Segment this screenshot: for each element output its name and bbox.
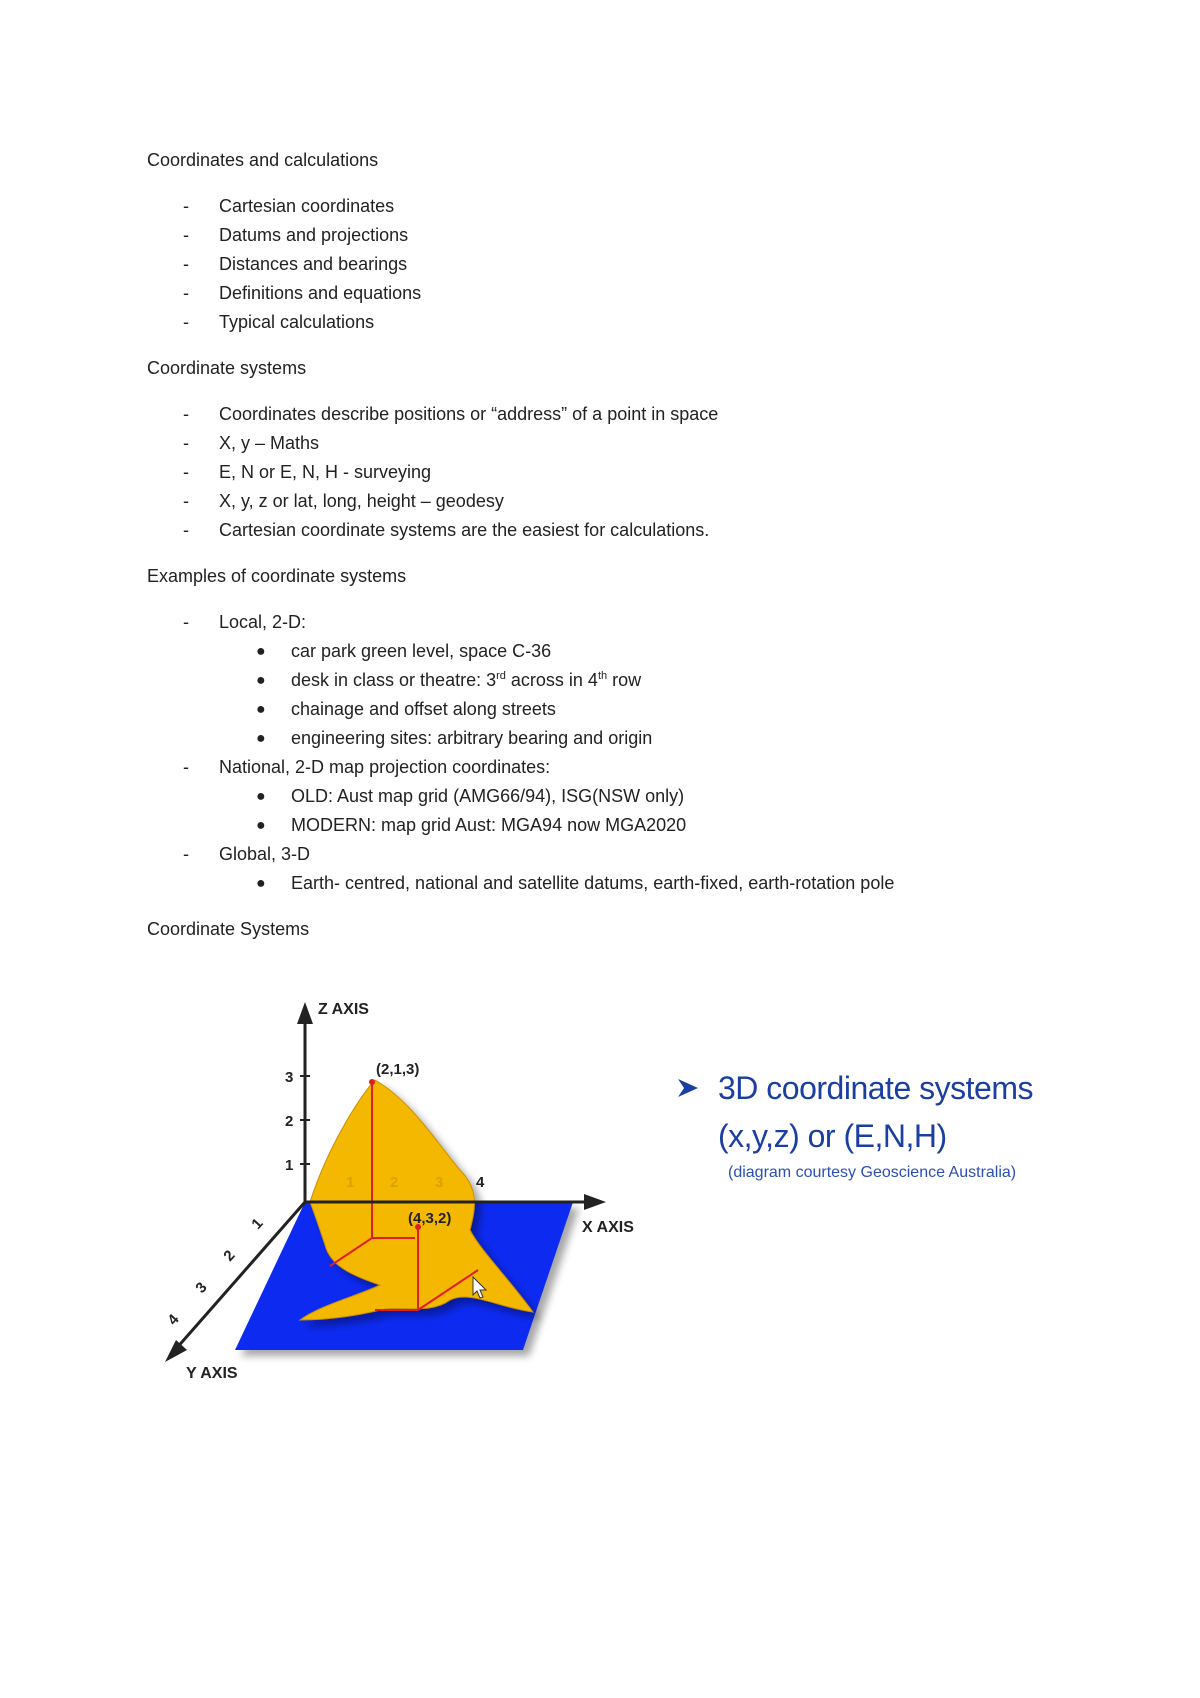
y-axis-arrow-icon xyxy=(165,1340,187,1362)
bullet-marker: ● xyxy=(256,701,266,718)
z-tick-label: 1 xyxy=(285,1157,294,1174)
list-item-text: National, 2-D map projection coordinates: xyxy=(219,757,551,777)
list-examples xyxy=(147,608,1047,898)
x-axis-arrow-icon xyxy=(584,1194,606,1210)
diagram-caption xyxy=(676,1068,1076,1182)
list-item-text: Definitions and equations xyxy=(219,283,422,303)
sublist-item xyxy=(219,782,1047,811)
x-tick-label: 4 xyxy=(476,1174,485,1191)
document-body xyxy=(147,146,1047,961)
section-heading: Coordinate systems xyxy=(147,358,307,378)
list-item-text: Typical calculations xyxy=(219,312,375,332)
dash-marker: - xyxy=(183,196,189,216)
list-item-text: Cartesian coordinate systems are the easiest for calculations. xyxy=(219,520,710,540)
caption-title-text: 3D coordinate systems xyxy=(718,1070,1033,1106)
list-item xyxy=(147,308,1047,337)
list-item-text: Local, 2-D: xyxy=(219,612,307,632)
list-item-text: E, N or E, N, H - surveying xyxy=(219,462,432,482)
dash-marker: - xyxy=(183,283,189,303)
y-axis-label: Y AXIS xyxy=(186,1365,238,1382)
y-tick-label: 4 xyxy=(164,1311,183,1329)
dash-marker: - xyxy=(183,844,189,864)
dash-marker: - xyxy=(183,491,189,511)
list-item-text: Distances and bearings xyxy=(219,254,408,274)
figure-heading: Coordinate Systems xyxy=(147,919,310,939)
list-item-national xyxy=(147,753,1047,840)
sublist-item xyxy=(219,811,1047,840)
point-label-a: (2,1,3) xyxy=(376,1061,420,1078)
z-tick-label: 3 xyxy=(285,1069,294,1086)
dash-marker: - xyxy=(183,225,189,245)
x-tick-label: 3 xyxy=(435,1174,444,1191)
list-item xyxy=(147,250,1047,279)
sublist-global xyxy=(219,869,1047,898)
caption-title xyxy=(676,1068,1076,1108)
superscript: th xyxy=(597,670,608,682)
dash-marker: - xyxy=(183,404,189,424)
bullet-marker: ● xyxy=(256,788,266,805)
dash-marker: - xyxy=(183,757,189,777)
sublist-item xyxy=(219,666,1047,695)
sublist-item-text: chainage and offset along streets xyxy=(291,699,556,719)
list-coordinate-systems xyxy=(147,400,1047,545)
x-tick-label: 1 xyxy=(346,1174,355,1191)
point-marker-a xyxy=(369,1079,375,1085)
bullet-marker: ● xyxy=(256,643,266,660)
point-label-b: (4,3,2) xyxy=(408,1210,452,1227)
caption-credit: (diagram courtesy Geoscience Australia) xyxy=(728,1164,1017,1181)
arrow-bullet-icon xyxy=(676,1076,700,1100)
list-item-text: X, y – Maths xyxy=(219,433,320,453)
sublist-item-text: car park green level, space C-36 xyxy=(291,641,552,661)
list-coordinates-calculations xyxy=(147,192,1047,337)
x-tick-label: 2 xyxy=(390,1174,399,1191)
y-tick-label: 1 xyxy=(248,1215,267,1233)
sublist-national xyxy=(219,782,1047,840)
sublist-item xyxy=(219,695,1047,724)
list-item-text: Cartesian coordinates xyxy=(219,196,395,216)
bullet-marker: ● xyxy=(256,672,266,689)
x-axis-label: X AXIS xyxy=(582,1219,634,1236)
sublist-item-text: across in 4 xyxy=(505,670,598,690)
caption-subtitle: (x,y,z) or (E,N,H) xyxy=(718,1118,947,1154)
superscript: rd xyxy=(496,670,506,682)
list-item xyxy=(147,487,1047,516)
sublist-item xyxy=(219,869,1047,898)
dash-marker: - xyxy=(183,433,189,453)
list-item xyxy=(147,279,1047,308)
z-axis-label: Z AXIS xyxy=(318,1001,369,1018)
list-item-text: Datums and projections xyxy=(219,225,409,245)
dash-marker: - xyxy=(183,462,189,482)
list-item xyxy=(147,516,1047,545)
list-item-text: Coordinates describe positions or “address” of a point in space xyxy=(219,404,719,424)
sublist-item-text: Earth- centred, national and satellite datums, earth-fixed, earth-rotation pole xyxy=(291,873,895,893)
list-item xyxy=(147,192,1047,221)
sublist-item-text: desk in class or theatre: 3 xyxy=(291,670,497,690)
list-item xyxy=(147,429,1047,458)
y-tick-label: 2 xyxy=(220,1247,239,1265)
bullet-marker: ● xyxy=(256,730,266,747)
list-item-text: Global, 3-D xyxy=(219,844,311,864)
section-heading: Examples of coordinate systems xyxy=(147,566,407,586)
dash-marker: - xyxy=(183,254,189,274)
sublist-item-text: OLD: Aust map grid (AMG66/94), ISG(NSW only) xyxy=(291,786,685,806)
coordinate-system-diagram xyxy=(150,990,1050,1390)
sublist-item-text: MODERN: map grid Aust: MGA94 now MGA2020 xyxy=(291,815,687,835)
section-heading: Coordinates and calculations xyxy=(147,150,379,170)
list-item xyxy=(147,221,1047,250)
z-tick-label: 2 xyxy=(285,1113,294,1130)
sublist-item-text: engineering sites: arbitrary bearing and origin xyxy=(291,728,653,748)
y-tick-label: 3 xyxy=(192,1279,211,1297)
dash-marker: - xyxy=(183,612,189,632)
bullet-marker: ● xyxy=(256,875,266,892)
list-item xyxy=(147,400,1047,429)
sublist-item xyxy=(219,724,1047,753)
dash-marker: - xyxy=(183,312,189,332)
list-item-local xyxy=(147,608,1047,753)
sublist-item xyxy=(219,637,1047,666)
dash-marker: - xyxy=(183,520,189,540)
sublist-local xyxy=(219,637,1047,753)
bullet-marker: ● xyxy=(256,817,266,834)
list-item-global xyxy=(147,840,1047,898)
sublist-item-text: row xyxy=(607,670,642,690)
z-axis-arrow-icon xyxy=(297,1002,313,1024)
list-item-text: X, y, z or lat, long, height – geodesy xyxy=(219,491,504,511)
list-item xyxy=(147,458,1047,487)
